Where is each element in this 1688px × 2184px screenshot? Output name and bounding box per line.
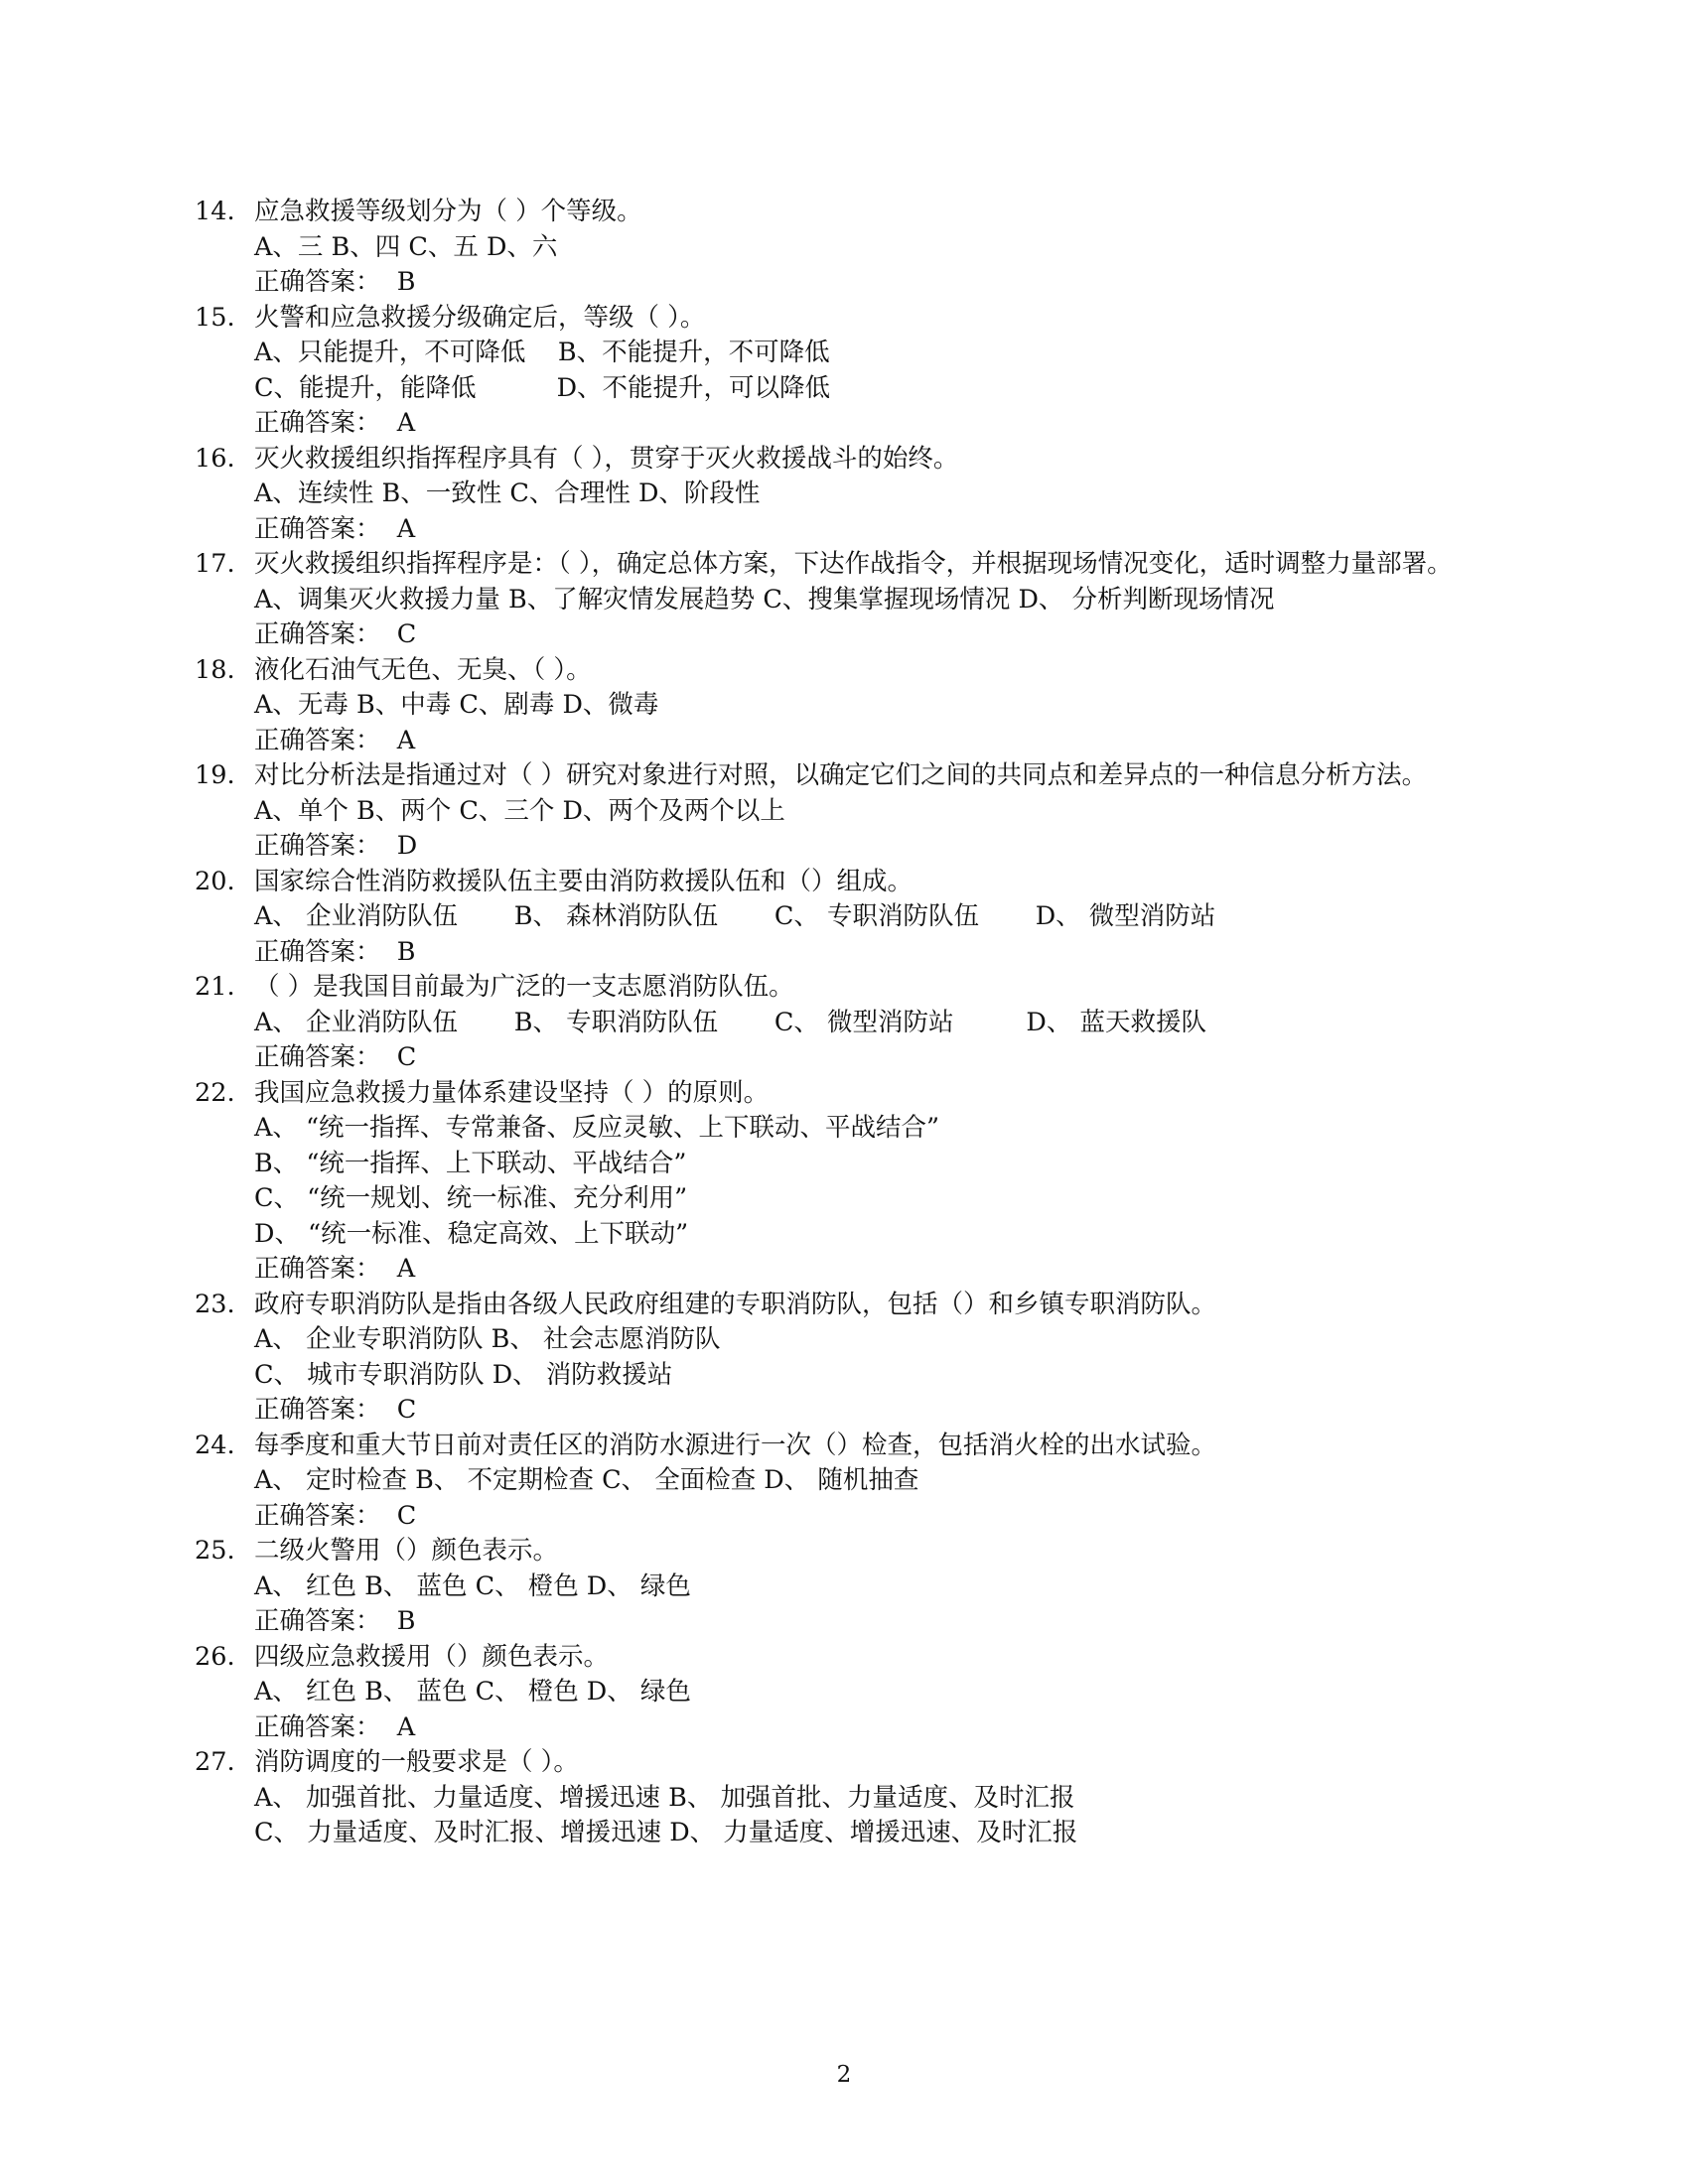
answer-value: C xyxy=(396,619,417,649)
options-line: A、调集灭火救援力量 B、了解灾情发展趋势 C、搜集掌握现场情况 D、 分析判断现场情况 xyxy=(254,584,1275,614)
answer-value: B xyxy=(396,936,416,967)
options-line: C、 城市专职消防队 D、 消防救援站 xyxy=(254,1359,673,1390)
answer-value: B xyxy=(396,1606,416,1636)
question-stem xyxy=(195,1534,1495,1570)
question-27 xyxy=(195,1745,1495,1851)
question-23 xyxy=(195,1288,1495,1429)
question-stem xyxy=(195,1640,1495,1676)
question-text: 灭火救援组织指挥程序是：（ ），确定总体方案，下达作战指令，并根据现场情况变化，适时调整力量部署。 xyxy=(254,549,1453,579)
question-stem xyxy=(195,758,1495,794)
options-line: D、 “统一标准、稳定高效、上下联动” xyxy=(254,1218,689,1249)
question-number: 19. xyxy=(195,760,235,790)
options-line: A、 加强首批、力量适度、增援迅速 B、 加强首批、力量适度、及时汇报 xyxy=(254,1782,1075,1813)
question-text: 国家综合性消防救援队伍主要由消防救援队伍和（）组成。 xyxy=(254,866,914,896)
question-number: 22. xyxy=(195,1077,235,1108)
question-number: 15. xyxy=(195,302,235,333)
options-line: A、 企业消防队伍 B、 专职消防队伍 C、 微型消防站 D、 蓝天救援队 xyxy=(254,1007,1206,1037)
answer-label: 正确答案： xyxy=(254,1395,381,1425)
question-25 xyxy=(195,1534,1495,1640)
question-stem xyxy=(195,970,1495,1006)
answer-line xyxy=(195,265,1495,301)
answer-value: A xyxy=(396,513,416,544)
question-21 xyxy=(195,970,1495,1076)
question-number: 18. xyxy=(195,654,235,685)
answer-label: 正确答案： xyxy=(254,619,381,649)
question-number: 24. xyxy=(195,1430,235,1460)
answer-value: A xyxy=(396,1254,416,1284)
answer-line xyxy=(195,1499,1495,1535)
answer-label: 正确答案： xyxy=(254,725,381,755)
options-line: A、无毒 B、中毒 C、剧毒 D、微毒 xyxy=(254,690,659,720)
question-number: 21. xyxy=(195,972,235,1002)
options-line: B、 “统一指挥、上下联动、平战结合” xyxy=(254,1148,687,1178)
question-number: 27. xyxy=(195,1747,235,1777)
answer-line xyxy=(195,829,1495,865)
question-stem xyxy=(195,1288,1495,1323)
question-stem xyxy=(195,301,1495,337)
answer-label: 正确答案： xyxy=(254,1500,381,1531)
answer-value: C xyxy=(396,1042,417,1072)
question-18 xyxy=(195,653,1495,759)
options-line: A、 “统一指挥、专常兼备、反应灵敏、上下联动、平战结合” xyxy=(254,1113,940,1143)
answer-line xyxy=(195,406,1495,442)
answer-value: C xyxy=(396,1500,417,1531)
answer-line xyxy=(195,1252,1495,1288)
question-number: 20. xyxy=(195,866,235,896)
question-number: 25. xyxy=(195,1536,235,1566)
answer-line xyxy=(195,1040,1495,1076)
question-15 xyxy=(195,301,1495,442)
answer-line xyxy=(195,1604,1495,1640)
answer-value: D xyxy=(396,831,418,861)
options-line: C、 力量适度、及时汇报、增援迅速 D、 力量适度、增援迅速、及时汇报 xyxy=(254,1818,1078,1847)
question-stem xyxy=(195,1076,1495,1112)
question-number: 17. xyxy=(195,549,235,579)
question-text: 政府专职消防队是指由各级人民政府组建的专职消防队，包括（）和乡镇专职消防队。 xyxy=(254,1289,1217,1319)
answer-label: 正确答案： xyxy=(254,1254,381,1284)
question-number: 14. xyxy=(195,197,235,226)
answer-line xyxy=(195,1393,1495,1429)
question-24 xyxy=(195,1429,1495,1535)
options-line: A、连续性 B、一致性 C、合理性 D、阶段性 xyxy=(254,478,761,508)
answer-value: A xyxy=(396,1711,416,1742)
question-stem xyxy=(195,1429,1495,1464)
answer-line xyxy=(195,617,1495,653)
answer-label: 正确答案： xyxy=(254,1711,381,1742)
question-text: 应急救援等级划分为（ ）个等级。 xyxy=(254,197,642,226)
answer-line xyxy=(195,512,1495,548)
answer-line xyxy=(195,935,1495,971)
options-line: A、单个 B、两个 C、三个 D、两个及两个以上 xyxy=(254,795,785,826)
question-text: 我国应急救援力量体系建设坚持（ ）的原则。 xyxy=(254,1077,770,1108)
options-line: A、 定时检查 B、 不定期检查 C、 全面检查 D、 随机抽查 xyxy=(254,1465,919,1495)
options-line: A、 企业专职消防队 B、 社会志愿消防队 xyxy=(254,1324,721,1354)
answer-label: 正确答案： xyxy=(254,1042,381,1072)
answer-label: 正确答案： xyxy=(254,513,381,544)
options-line: A、 红色 B、 蓝色 C、 橙色 D、 绿色 xyxy=(254,1570,691,1601)
answer-value: A xyxy=(396,408,416,438)
question-19 xyxy=(195,758,1495,865)
question-text: 消防调度的一般要求是（ ）。 xyxy=(254,1747,579,1777)
options-line: A、三 B、四 C、五 D、六 xyxy=(254,231,558,262)
answer-line xyxy=(195,724,1495,759)
options-line: C、能提升，能降低 D、不能提升，可以降低 xyxy=(254,372,831,403)
answer-label: 正确答案： xyxy=(254,831,381,861)
question-text: 灭火救援组织指挥程序具有（ ），贯穿于灭火救援战斗的始终。 xyxy=(254,443,959,474)
options-line: A、 企业消防队伍 B、 森林消防队伍 C、 专职消防队伍 D、 微型消防站 xyxy=(254,901,1216,931)
question-stem xyxy=(195,1745,1495,1781)
question-stem xyxy=(195,653,1495,689)
question-22 xyxy=(195,1076,1495,1288)
question-text: 对比分析法是指通过对（ ）研究对象进行对照，以确定它们之间的共同点和差异点的一种信息分析方法。 xyxy=(254,760,1428,790)
question-text: 液化石油气无色、无臭、（ ）。 xyxy=(254,654,592,685)
question-list xyxy=(195,195,1495,1851)
question-number: 16. xyxy=(195,443,235,474)
question-text: 四级应急救援用（）颜色表示。 xyxy=(254,1641,610,1672)
question-stem xyxy=(195,195,1495,230)
page-number: 2 xyxy=(836,2062,852,2088)
answer-label: 正确答案： xyxy=(254,267,381,297)
question-text: 每季度和重大节日前对责任区的消防水源进行一次（）检查，包括消火栓的出水试验。 xyxy=(254,1430,1217,1460)
question-text: （ ）是我国目前最为广泛的一支志愿消防队伍。 xyxy=(254,972,794,1002)
question-stem xyxy=(195,442,1495,478)
question-text: 二级火警用（）颜色表示。 xyxy=(254,1536,559,1566)
question-26 xyxy=(195,1640,1495,1746)
question-number: 23. xyxy=(195,1289,235,1319)
answer-label: 正确答案： xyxy=(254,1606,381,1636)
question-number: 26. xyxy=(195,1641,235,1672)
question-17 xyxy=(195,547,1495,653)
question-16 xyxy=(195,442,1495,548)
options-line: C、 “统一规划、统一标准、充分利用” xyxy=(254,1183,688,1213)
options-line: A、只能提升，不可降低 B、不能提升，不可降低 xyxy=(254,338,830,367)
question-20 xyxy=(195,865,1495,971)
answer-label: 正确答案： xyxy=(254,936,381,967)
question-text: 火警和应急救援分级确定后，等级（ ）。 xyxy=(254,302,706,333)
answer-label: 正确答案： xyxy=(254,408,381,438)
question-14 xyxy=(195,195,1495,301)
answer-value: C xyxy=(396,1395,417,1425)
question-stem xyxy=(195,547,1495,583)
answer-line xyxy=(195,1710,1495,1746)
options-line: A、 红色 B、 蓝色 C、 橙色 D、 绿色 xyxy=(254,1677,691,1706)
question-stem xyxy=(195,865,1495,900)
answer-value: A xyxy=(396,725,416,755)
answer-value: B xyxy=(396,267,416,297)
